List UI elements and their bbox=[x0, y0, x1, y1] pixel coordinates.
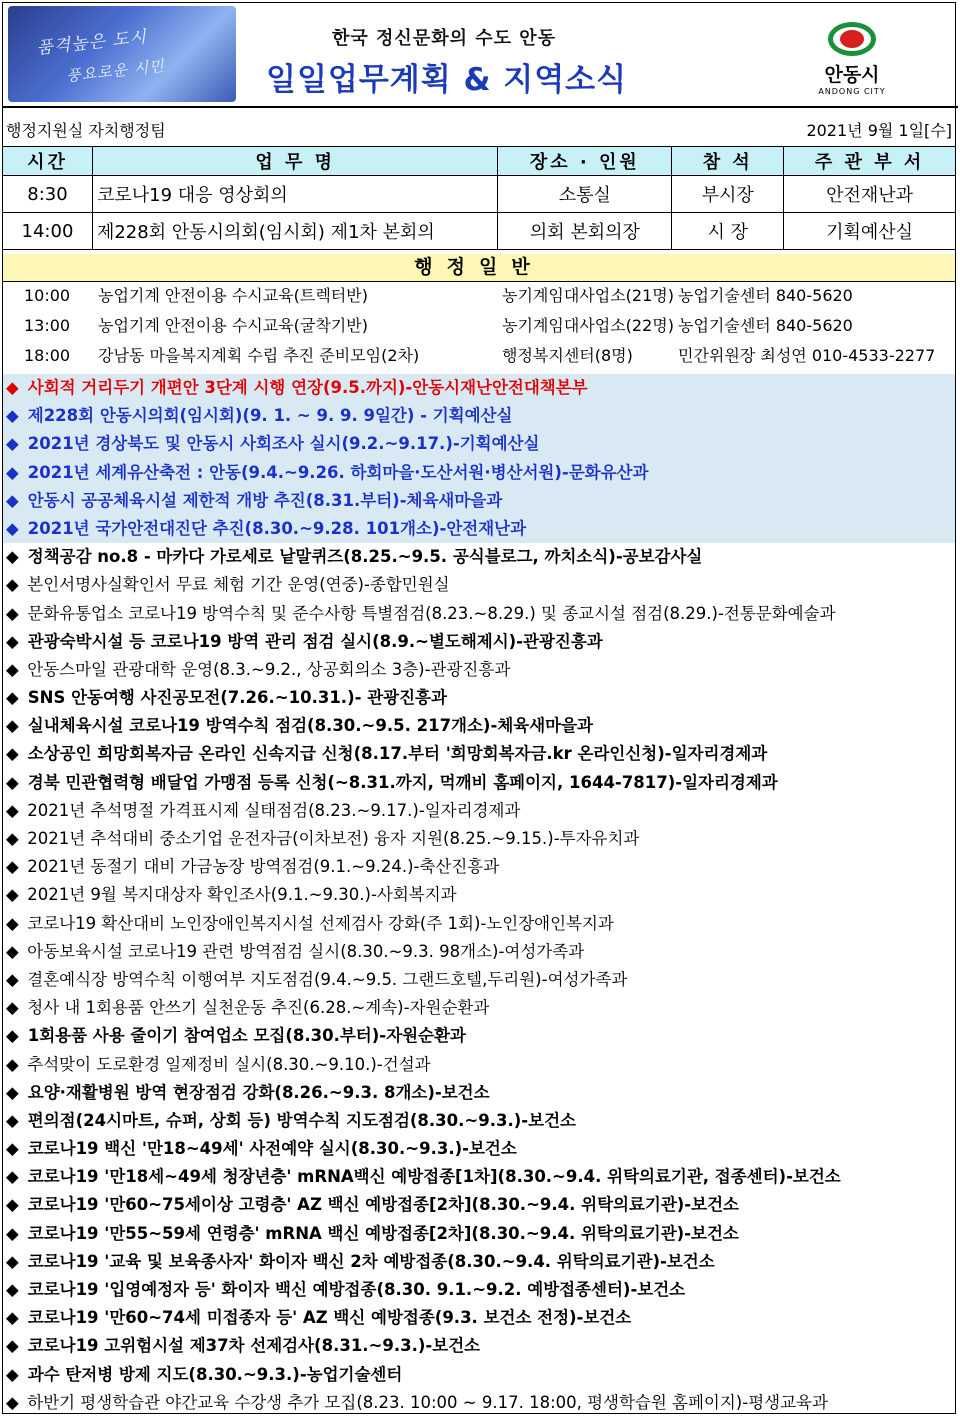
general-time: 13:00 bbox=[24, 316, 71, 335]
general-contact: 농업기술센터 840-5620 bbox=[678, 286, 853, 305]
notice-text: 안동시 공공체육시설 제한적 개방 추진(8.31.부터)-체육새마을과 bbox=[27, 490, 503, 510]
diamond-bullet-icon: ◆ bbox=[6, 913, 19, 933]
diamond-bullet-icon: ◆ bbox=[6, 998, 19, 1018]
slogan-line-2: 풍요로운 시민 bbox=[65, 56, 166, 86]
diamond-bullet-icon: ◆ bbox=[6, 1054, 19, 1074]
notice-text: 요양·재활병원 방역 현장점검 강화(8.26.~9.3. 8개소)-보건소 bbox=[27, 1082, 490, 1102]
general-time: 10:00 bbox=[24, 286, 71, 305]
notice-text: 코로나19 백신 '만18~49세' 사전예약 실시(8.30.~9.3.)-보건소 bbox=[27, 1139, 517, 1159]
diamond-bullet-icon: ◆ bbox=[6, 1139, 19, 1159]
diamond-bullet-icon: ◆ bbox=[6, 744, 19, 764]
diamond-bullet-icon: ◆ bbox=[6, 1026, 19, 1046]
general-task: 농업기계 안전이용 수시교육(트렉터반) bbox=[98, 286, 368, 305]
general-place: 농기계임대사업소(22명) bbox=[502, 316, 674, 335]
notice-text: 2021년 추석대비 중소기업 운전자금(이차보전) 융자 지원(8.25.~9.15.)-투자유치과 bbox=[27, 829, 640, 848]
schedule-task: 코로나19 대응 영상회의 bbox=[92, 176, 498, 213]
diamond-bullet-icon: ◆ bbox=[6, 829, 19, 848]
city-name-en: ANDONG CITY bbox=[818, 87, 886, 96]
notice-text: 코로나19 '만60~75세이상 고령층' AZ 백신 예방접종[2차](8.30.~9.4. 위탁의료기관)-보건소 bbox=[27, 1195, 739, 1215]
diamond-bullet-icon: ◆ bbox=[6, 969, 19, 989]
diamond-bullet-icon: ◆ bbox=[6, 688, 19, 708]
city-name: 안동시 bbox=[824, 64, 880, 86]
notice-text: 아동보육시설 코로나19 관련 방역점검 실시(8.30.~9.3. 98개소)-여성가족과 bbox=[27, 941, 585, 961]
diamond-bullet-icon: ◆ bbox=[6, 857, 19, 877]
notice-text: 2021년 경상북도 및 안동시 사회조사 실시(9.2.~9.17.)-기획예산실 bbox=[27, 434, 540, 454]
notice-text: 정책공감 no.8 - 마카다 가로세로 낱말퀴즈(8.25.~9.5. 공식블로그, 까치소식)-공보감사실 bbox=[27, 547, 703, 567]
notice-text: 제228회 안동시의회(임시회)(9. 1. ~ 9. 9. 9일간) - 기획예산실 bbox=[27, 406, 513, 426]
notice-text: 결혼예식장 방역수칙 이행여부 지도점검(9.4.~9.5. 그랜드호텔,두리원)-여성가족과 bbox=[27, 969, 628, 989]
diamond-bullet-icon: ◆ bbox=[6, 575, 19, 595]
notice-text: 코로나19 확산대비 노인장애인복지시설 선제검사 강화(주 1회)-노인장애인복지과 bbox=[27, 913, 614, 933]
general-contact: 농업기술센터 840-5620 bbox=[678, 316, 853, 335]
diamond-bullet-icon: ◆ bbox=[6, 631, 19, 651]
diamond-bullet-icon: ◆ bbox=[6, 1223, 19, 1243]
diamond-bullet-icon: ◆ bbox=[6, 941, 19, 961]
diamond-bullet-icon: ◆ bbox=[6, 659, 19, 679]
diamond-bullet-icon: ◆ bbox=[6, 885, 19, 905]
col-header-attend: 참 석 bbox=[672, 147, 784, 176]
col-header-dept: 주 관 부 서 bbox=[784, 147, 956, 176]
notice-text: 2021년 추석명절 가격표시제 실태점검(8.23.~9.17.)-일자리경제과 bbox=[27, 800, 521, 820]
general-place: 농기계임대사업소(21명) bbox=[502, 286, 674, 305]
notice-text: 2021년 국가안전대진단 추진(8.30.~9.28. 101개소)-안전재난과 bbox=[27, 518, 527, 538]
notice-text: 사회적 거리두기 개편안 3단계 시행 연장(9.5.까지)-안동시재난안전대책본부 bbox=[27, 378, 588, 397]
general-heading: 행정일반 bbox=[2, 254, 956, 282]
diamond-bullet-icon: ◆ bbox=[6, 1364, 19, 1384]
diamond-bullet-icon: ◆ bbox=[6, 1336, 19, 1356]
notice-text: 편의점(24시마트, 슈퍼, 상회 등) 방역수칙 지도점검(8.30.~9.3.)-보건소 bbox=[27, 1110, 576, 1130]
diamond-bullet-icon: ◆ bbox=[6, 603, 19, 623]
diamond-bullet-icon: ◆ bbox=[6, 1167, 19, 1187]
schedule-dept: 안전재난과 bbox=[784, 176, 956, 213]
general-task: 강남동 마을복지계획 수립 추진 준비모임(2차) bbox=[98, 346, 420, 365]
page-title: 일일업무계획 & 지역소식 bbox=[266, 62, 628, 98]
notice-text: 경북 민관협력형 배달업 가맹점 등록 신청(~8.31.까지, 먹깨비 홈페이지, 1644-7817)-일자리경제과 bbox=[27, 772, 778, 792]
slogan-line-1: 품격높은 도시 bbox=[35, 27, 148, 59]
general-contact: 민간위원장 최성연 010-4533-2277 bbox=[678, 346, 936, 365]
diamond-bullet-icon: ◆ bbox=[6, 716, 19, 736]
notice-text: 문화유통업소 코로나19 방역수칙 및 준수사항 특별점검(8.23.~8.29.) 및 종교시설 점검(8.29.)-전통문화예술과 bbox=[27, 603, 836, 623]
col-header-place: 장소 · 인원 bbox=[498, 147, 672, 176]
diamond-bullet-icon: ◆ bbox=[6, 1308, 19, 1328]
notice-text: 청사 내 1회용품 안쓰기 실천운동 추진(6.28.~계속)-자원순환과 bbox=[27, 998, 490, 1018]
schedule-place: 의회 본회의장 bbox=[498, 213, 672, 250]
notice-text: 2021년 동절기 대비 가금농장 방역점검(9.1.~9.24.)-축산진흥과 bbox=[27, 857, 500, 877]
diamond-bullet-icon: ◆ bbox=[6, 1110, 19, 1130]
diamond-bullet-icon: ◆ bbox=[6, 406, 19, 426]
notice-text: 2021년 9월 복지대상자 확인조사(9.1.~9.30.)-사회복지과 bbox=[27, 885, 457, 905]
schedule-dept: 기획예산실 bbox=[784, 213, 956, 250]
notice-text: 코로나19 '만60~74세 미접종자 등' AZ 백신 예방접종(9.3. 보건소 전정)-보건소 bbox=[27, 1308, 632, 1328]
general-place: 행정복지센터(8명) bbox=[502, 346, 633, 365]
col-header-task: 업 무 명 bbox=[92, 147, 498, 176]
col-header-time: 시간 bbox=[3, 147, 93, 176]
schedule-time: 14:00 bbox=[3, 213, 93, 250]
notice-text: 2021년 세계유산축전 : 안동(9.4.~9.26. 하회마을·도산서원·병산서원)-문화유산과 bbox=[27, 462, 649, 482]
schedule-place: 소통실 bbox=[498, 176, 672, 213]
schedule-time: 8:30 bbox=[3, 176, 93, 213]
diamond-bullet-icon: ◆ bbox=[6, 1251, 19, 1271]
notice-text: 코로나19 '입영예정자 등' 화이자 백신 예방접종(8.30. 9.1.~9.2. 예방접종센터)-보건소 bbox=[27, 1280, 686, 1299]
diamond-bullet-icon: ◆ bbox=[6, 772, 19, 792]
notice-text: 코로나19 고위험시설 제37차 선제검사(8.31.~9.3.)-보건소 bbox=[27, 1336, 481, 1356]
diamond-bullet-icon: ◆ bbox=[6, 434, 19, 454]
notice-text: 코로나19 '만18세~49세 청장년층' mRNA백신 예방접종[1차](8.30.~9.4. 위탁의료기관, 접종센터)-보건소 bbox=[27, 1167, 841, 1187]
diamond-bullet-icon: ◆ bbox=[6, 490, 19, 510]
notice-text: 본인서명사실확인서 무료 체험 기간 운영(연중)-종합민원실 bbox=[27, 575, 450, 595]
team-name: 행정지원실 자치행정팀 bbox=[6, 121, 166, 140]
diamond-bullet-icon: ◆ bbox=[6, 1280, 19, 1299]
diamond-bullet-icon: ◆ bbox=[6, 378, 19, 397]
diamond-bullet-icon: ◆ bbox=[6, 547, 19, 567]
notice-text: 코로나19 '만55~59세 연령층' mRNA 백신 예방접종[2차](8.30.~9.4. 위탁의료기관)-보건소 bbox=[27, 1223, 739, 1243]
notice-text: 추석맞이 도로환경 일제정비 실시(8.30.~9.10.)-건설과 bbox=[27, 1054, 431, 1074]
header-subtitle: 한국 정신문화의 수도 안동 bbox=[332, 28, 557, 49]
notice-text: 과수 탄저병 방제 지도(8.30.~9.3.)-농업기술센터 bbox=[27, 1364, 403, 1384]
schedule-attend: 부시장 bbox=[672, 176, 784, 213]
notice-text: SNS 안동여행 사진공모전(7.26.~10.31.)- 관광진흥과 bbox=[27, 688, 447, 708]
page-border bbox=[2, 2, 956, 1414]
notice-text: 관광숙박시설 등 코로나19 방역 관리 점검 실시(8.9.~별도해제시)-관광진흥과 bbox=[27, 631, 603, 651]
diamond-bullet-icon: ◆ bbox=[6, 1392, 19, 1412]
general-task: 농업기계 안전이용 수시교육(굴착기반) bbox=[98, 316, 368, 335]
notice-text: 1회용품 사용 줄이기 참여업소 모집(8.30.부터)-자원순환과 bbox=[27, 1026, 466, 1046]
diamond-bullet-icon: ◆ bbox=[6, 518, 19, 538]
diamond-bullet-icon: ◆ bbox=[6, 462, 19, 482]
notice-text: 실내체육시설 코로나19 방역수칙 점검(8.30.~9.5. 217개소)-체육새마을과 bbox=[27, 716, 593, 736]
document-date: 2021년 9월 1일[수] bbox=[806, 121, 952, 140]
notice-text: 안동스마일 관광대학 운영(8.3.~9.2., 상공회의소 3층)-관광진흥과 bbox=[27, 659, 511, 679]
notice-text: 소상공인 희망회복자금 온라인 신속지급 신청(8.17.부터 '희망회복자금.kr 온라인신청)-일자리경제과 bbox=[27, 744, 768, 764]
notice-text: 코로나19 '교육 및 보육종사자' 화이자 백신 2차 예방접종(8.30.~9.4. 위탁의료기관)-보건소 bbox=[27, 1251, 715, 1271]
diamond-bullet-icon: ◆ bbox=[6, 800, 19, 820]
schedule-attend: 시 장 bbox=[672, 213, 784, 250]
diamond-bullet-icon: ◆ bbox=[6, 1195, 19, 1215]
schedule-task: 제228회 안동시의회(임시회) 제1차 본회의 bbox=[92, 213, 498, 250]
notice-text: 하반기 평생학습관 야간교육 수강생 추가 모집(8.23. 10:00 ~ 9.17. 18:00, 평생학습원 홈페이지)-평생교육과 bbox=[27, 1392, 828, 1412]
diamond-bullet-icon: ◆ bbox=[6, 1082, 19, 1102]
general-time: 18:00 bbox=[24, 346, 71, 365]
